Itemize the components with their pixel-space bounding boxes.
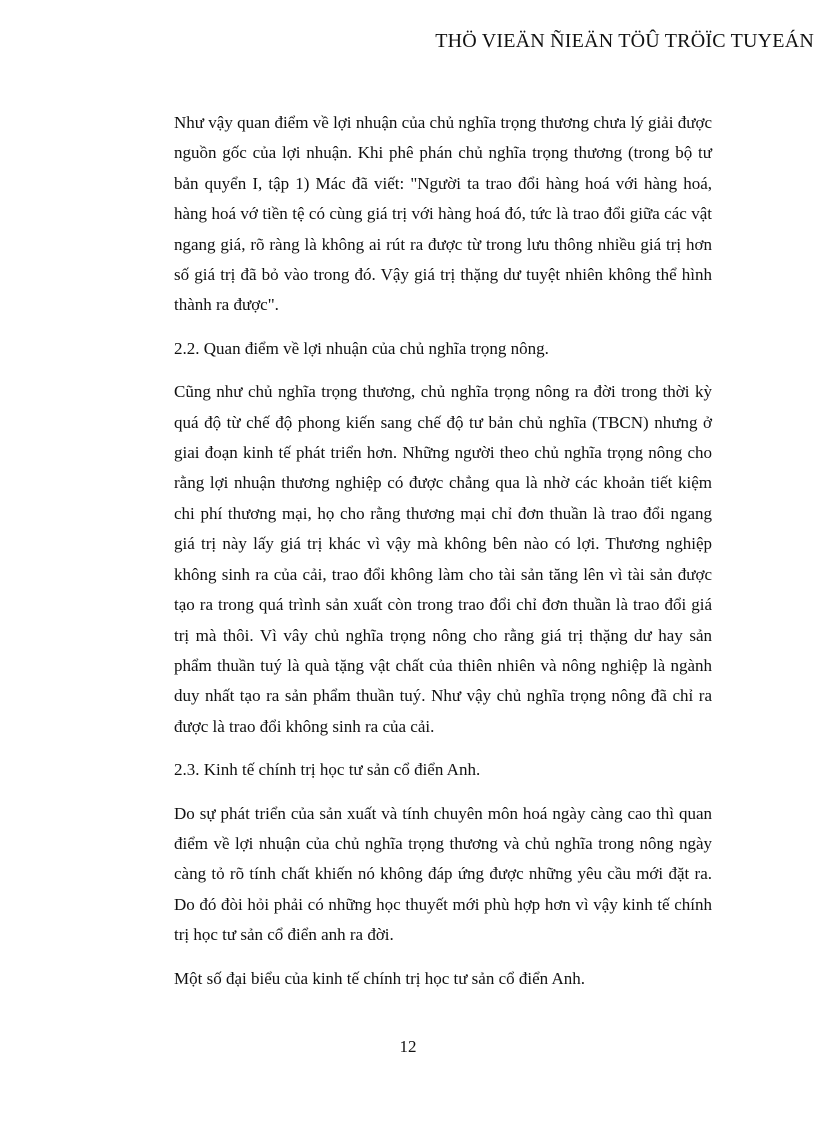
paragraph-intro: Như vậy quan điểm về lợi nhuận của chủ nghĩa trọng thương chưa lý giải được nguồn gốc của lợi nhuận. Khi phê phán chủ nghĩa trọng thương (trong bộ tư bản quyển I, tập 1) Mác đã viết: "Người ta trao đổi hàng hoá với hàng hoá, hàng hoá vớ tiền tệ có cùng giá trị với hàng hoá đó, tức là trao đổi giữa các vật ngang giá, rõ ràng là không ai rút ra được từ trong lưu thông nhiều giá trị hơn số giá trị đã bỏ vào trong đó. Vậy giá trị thặng dư tuyệt nhiên không thể hình thành ra được". xyxy=(174,113,712,315)
page-header: THÖ VIEÄN ÑIEÄN TÖÛ TRÖÏC TUYEÁN xyxy=(435,30,814,52)
page-number: 12 xyxy=(399,1037,417,1056)
paragraph-physiocrats: Cũng như chủ nghĩa trọng thương, chủ nghĩa trọng nông ra đời trong thời kỳ quá độ từ chế độ phong kiến sang chế độ tư bản chủ nghĩa (TBCN) nhưng ở giai đoạn kinh tế phát triển hơn. Những người theo chủ nghĩa trọng nông cho rằng lợi nhuận thương nghiệp có được chẳng qua là nhờ các khoản tiết kiệm chi phí thương mại, họ cho rằng thương mại chỉ đơn thuần là trao đổi ngang giá trị này lấy giá trị khác vì vậy mà không bên nào có lợi. Thương nghiệp không sinh ra của cải, trao đổi không làm cho tài sản tăng lên vì tài sản được tạo ra trong quá trình sản xuất còn trong trao đổi chỉ đơn thuần là trao đổi giá trị mà thôi. Vì vây chủ nghĩa trọng nông cho rằng giá trị thặng dư hay sản phẩm thuần tuý là quà tặng vật chất của thiên nhiên và nông nghiệp là ngành duy nhất tạo ra sản phẩm thuần tuý. Như vậy chủ nghĩa trọng nông đã chỉ ra được là trao đổi không sinh ra của cải. xyxy=(174,382,712,736)
paragraph-representatives: Một số đại biểu của kinh tế chính trị học tư sản cổ điển Anh. xyxy=(174,968,585,988)
document-body xyxy=(174,108,712,1007)
paragraph-classical-economics: Do sự phát triển của sản xuất và tính chuyên môn hoá ngày càng cao thì quan điểm về lợi nhuận của chủ nghĩa trọng thương và chủ nghĩa trong nông ngày càng tỏ rõ tính chất khiến nó không đáp ứng được những yêu cầu mới đặt ra. Do đó đòi hỏi phải có những học thuyết mới phù hợp hơn vì vậy kinh tế chính trị học tư sản cổ điển anh ra đời. xyxy=(174,803,712,945)
section-heading-2-3: 2.3. Kinh tế chính trị học tư sản cổ điển Anh. xyxy=(174,760,481,780)
section-heading-2-2: 2.2. Quan điểm về lợi nhuận của chủ nghĩa trọng nông. xyxy=(174,338,549,358)
